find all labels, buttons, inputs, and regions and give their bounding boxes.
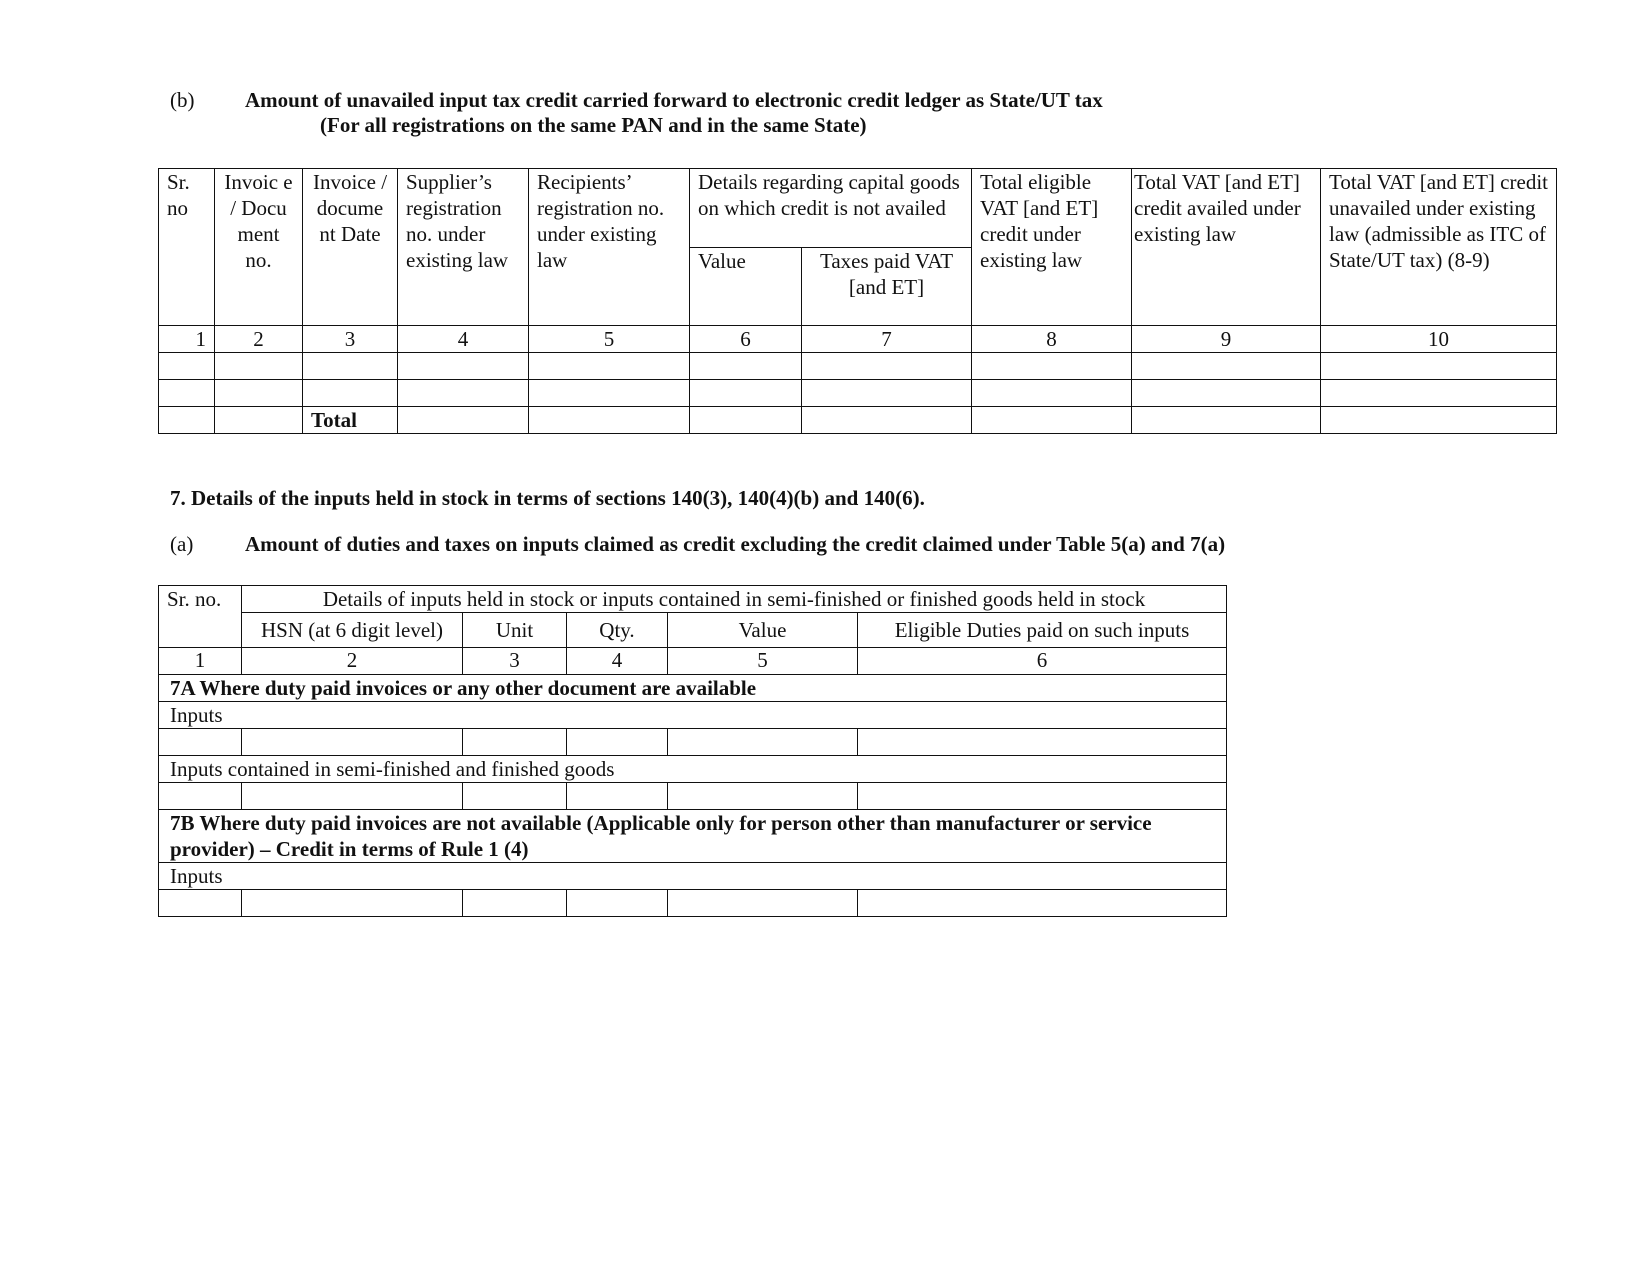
column-number: 4 [398, 326, 529, 353]
header-sr-no: Sr. no. [159, 586, 242, 648]
section-7-title: 7. Details of the inputs held in stock in terms of sections 140(3), 140(4)(b) and 140(6). [170, 486, 925, 510]
header-sr-no: Sr. no [159, 169, 215, 326]
section-b-title: Amount of unavailed input tax credit carried forward to electronic credit ledger as State/UT tax [245, 88, 1103, 112]
header-details: Details of inputs held in stock or inputs contained in semi-finished or finished goods held in stock [242, 586, 1227, 613]
header-invoice-no: Invoic e / Docu ment no. [215, 169, 303, 326]
inputs-label: Inputs [159, 863, 1227, 890]
section-b-label: (b) [170, 88, 195, 112]
table-row [159, 729, 1227, 756]
column-number: 9 [1132, 326, 1321, 353]
column-number: 3 [463, 648, 567, 675]
table-row [159, 353, 1557, 380]
row-7a-heading: 7A Where duty paid invoices or any other document are available [159, 675, 1227, 702]
header-recipient-reg: Recipients’ registration no. under existing law [529, 169, 690, 326]
row-7b-heading: 7B Where duty paid invoices are not available (Applicable only for person other than manufacturer or service provider) – Credit in terms of Rule 1 (4) [159, 810, 1227, 863]
column-number: 5 [668, 648, 858, 675]
column-number: 2 [215, 326, 303, 353]
header-total-eligible: Total eligible VAT [and ET] credit under existing law [972, 169, 1132, 326]
header-supplier-reg: Supplier’s registration no. under existing law [398, 169, 529, 326]
section-b-subtitle: (For all registrations on the same PAN and in the same State) [320, 113, 867, 137]
column-number: 6 [690, 326, 802, 353]
header-value: Value [668, 613, 858, 648]
total-row [159, 407, 1557, 434]
header-unit: Unit [463, 613, 567, 648]
header-hsn: HSN (at 6 digit level) [242, 613, 463, 648]
column-number: 7 [802, 326, 972, 353]
header-capital-goods: Details regarding capital goods on which credit is not availed [690, 169, 972, 248]
semi-finished-label: Inputs contained in semi-finished and finished goods [159, 756, 1227, 783]
section-7a-label: (a) [170, 532, 194, 556]
column-number: 1 [159, 326, 215, 353]
unavailed-credit-table [158, 168, 1557, 434]
column-number: 1 [159, 648, 242, 675]
inputs-in-stock-table [158, 585, 1227, 917]
section-7a-title: Amount of duties and taxes on inputs claimed as credit excluding the credit claimed under Table 5(a) and 7(a) [245, 532, 1226, 556]
column-number: 2 [242, 648, 463, 675]
column-number: 3 [303, 326, 398, 353]
header-total-availed: Total VAT [and ET] credit availed under existing law [1132, 169, 1321, 326]
total-label: Total [303, 407, 398, 434]
column-number: 8 [972, 326, 1132, 353]
table-row [159, 783, 1227, 810]
table-row [159, 380, 1557, 407]
inputs-label: Inputs [159, 702, 1227, 729]
header-qty: Qty. [567, 613, 668, 648]
header-value: Value [690, 248, 802, 326]
column-number: 5 [529, 326, 690, 353]
column-number: 6 [858, 648, 1227, 675]
table-row [159, 890, 1227, 917]
header-invoice-date: Invoice / docume nt Date [303, 169, 398, 326]
header-taxes-paid: Taxes paid VAT [and ET] [802, 248, 972, 326]
header-eligible-duties: Eligible Duties paid on such inputs [858, 613, 1227, 648]
header-total-unavailed: Total VAT [and ET] credit unavailed under existing law (admissible as ITC of State/UT tax) (8-9) [1321, 169, 1557, 326]
column-number: 10 [1321, 326, 1557, 353]
column-number: 4 [567, 648, 668, 675]
